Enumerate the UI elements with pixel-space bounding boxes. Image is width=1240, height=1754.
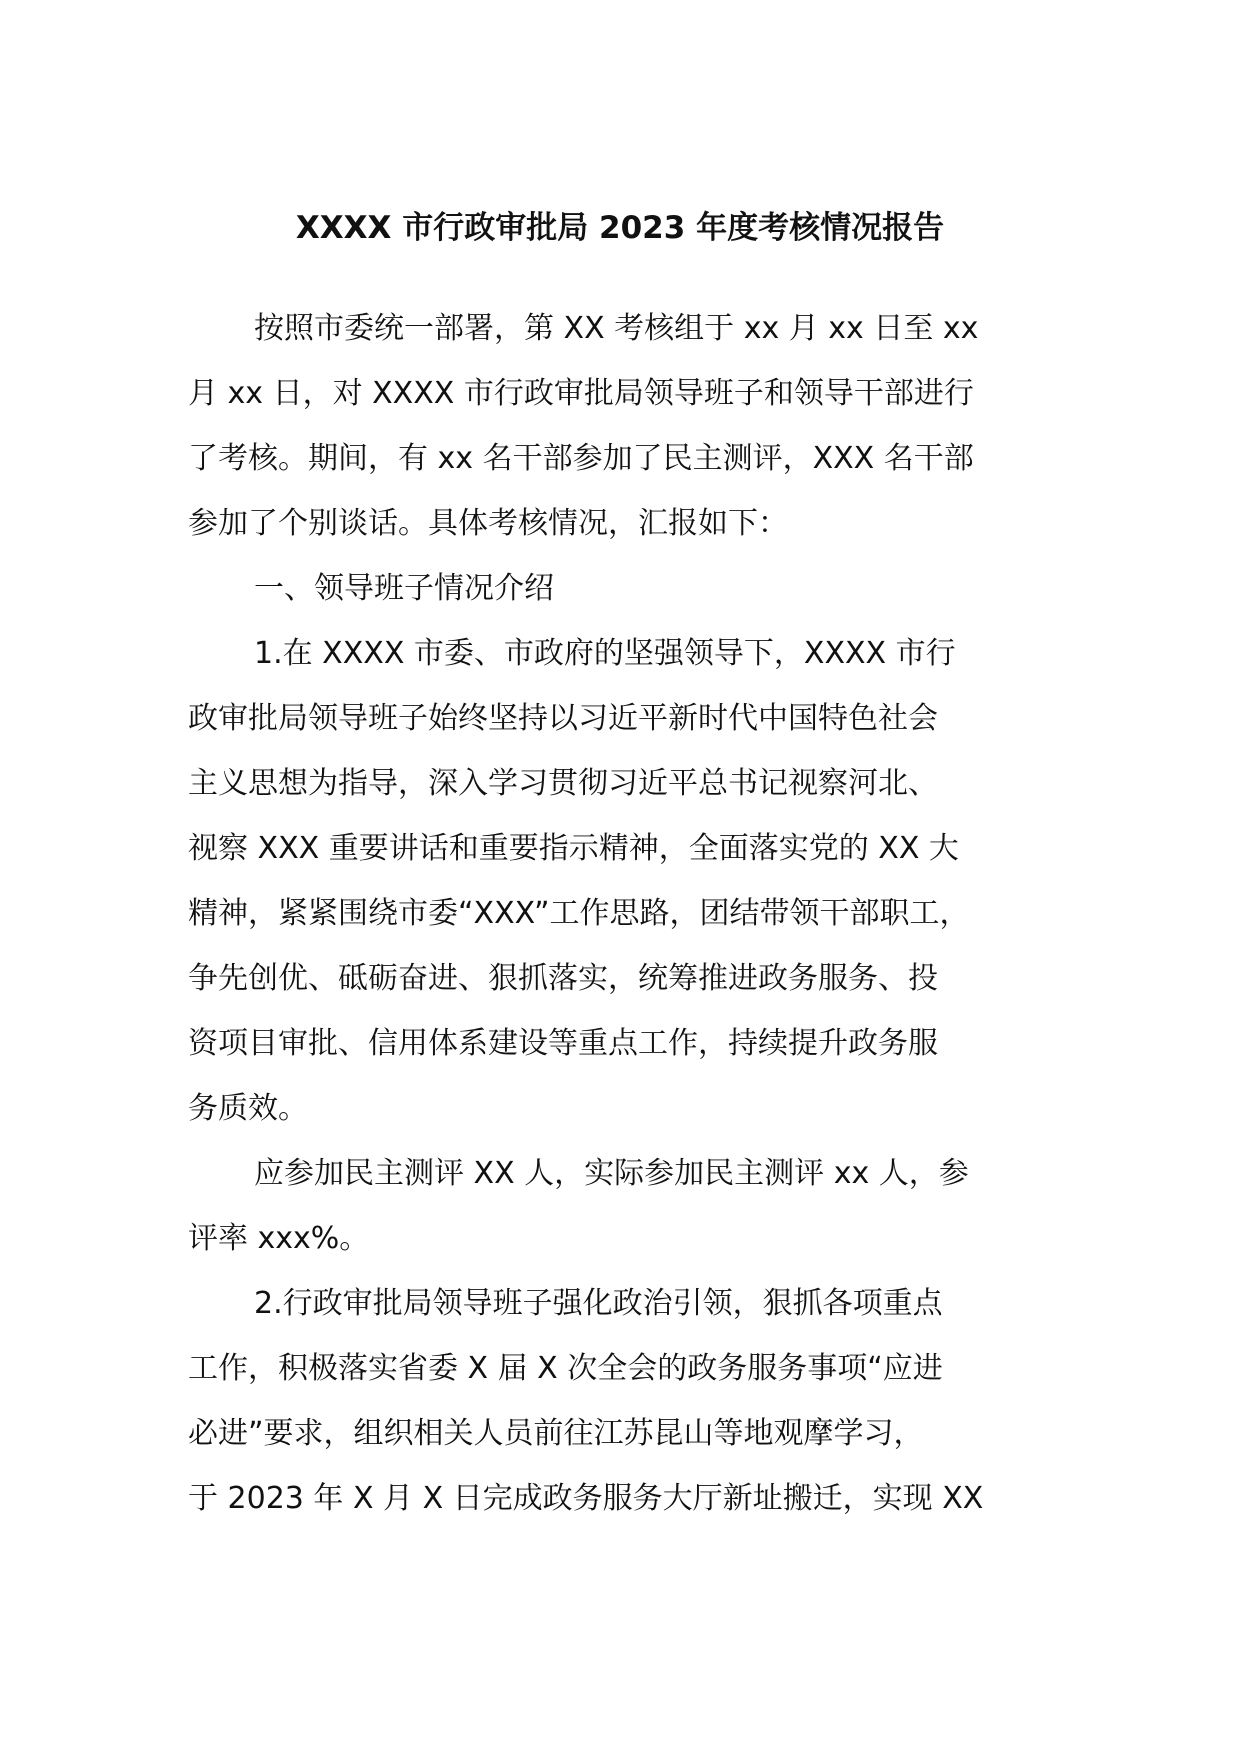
- text-line: 政审批局领导班子始终坚持以习近平新时代中国特色社会: [188, 701, 938, 736]
- text-line: 视察 XXX 重要讲话和重要指示精神，全面落实党的 XX 大: [188, 831, 959, 866]
- text-line: 精神，紧紧围绕市委“XXX”工作思路，团结带领干部职工，: [188, 896, 970, 931]
- text-line: 1.在 XXXX 市委、市政府的坚强领导下，XXXX 市行: [254, 636, 956, 671]
- text-line: 资项目审批、信用体系建设等重点工作，持续提升政务服: [188, 1026, 938, 1061]
- text-line: 按照市委统一部署，第 XX 考核组于 xx 月 xx 日至 xx: [254, 311, 979, 346]
- text-line: 主义思想为指导，深入学习贯彻习近平总书记视察河北、: [188, 766, 938, 801]
- text-line: 工作，积极落实省委 X 届 X 次全会的政务服务事项“应进: [188, 1351, 943, 1386]
- text-line: 2.行政审批局领导班子强化政治引领，狠抓各项重点: [254, 1286, 943, 1321]
- section-heading: 一、领导班子情况介绍: [254, 571, 554, 606]
- text-line: 必进”要求，组织相关人员前往江苏昆山等地观摩学习，: [188, 1416, 924, 1451]
- text-line: 月 xx 日，对 XXXX 市行政审批局领导班子和领导干部进行: [188, 376, 974, 411]
- text-line: 于 2023 年 X 月 X 日完成政务服务大厅新址搬迁，实现 XX: [188, 1481, 984, 1516]
- text-line: 评率 xxx%。: [188, 1221, 370, 1256]
- text-line: 应参加民主测评 XX 人，实际参加民主测评 xx 人，参: [254, 1156, 969, 1191]
- document-body: [188, 296, 1068, 1531]
- text-line: 参加了个别谈话。具体考核情况，汇报如下：: [188, 506, 788, 541]
- text-line: 务质效。: [188, 1091, 308, 1126]
- document-title: XXXX 市行政审批局 2023 年度考核情况报告: [295, 210, 945, 246]
- text-line: 了考核。期间，有 xx 名干部参加了民主测评，XXX 名干部: [188, 441, 974, 476]
- text-line: 争先创优、砥砺奋进、狠抓落实，统筹推进政务服务、投: [188, 961, 938, 996]
